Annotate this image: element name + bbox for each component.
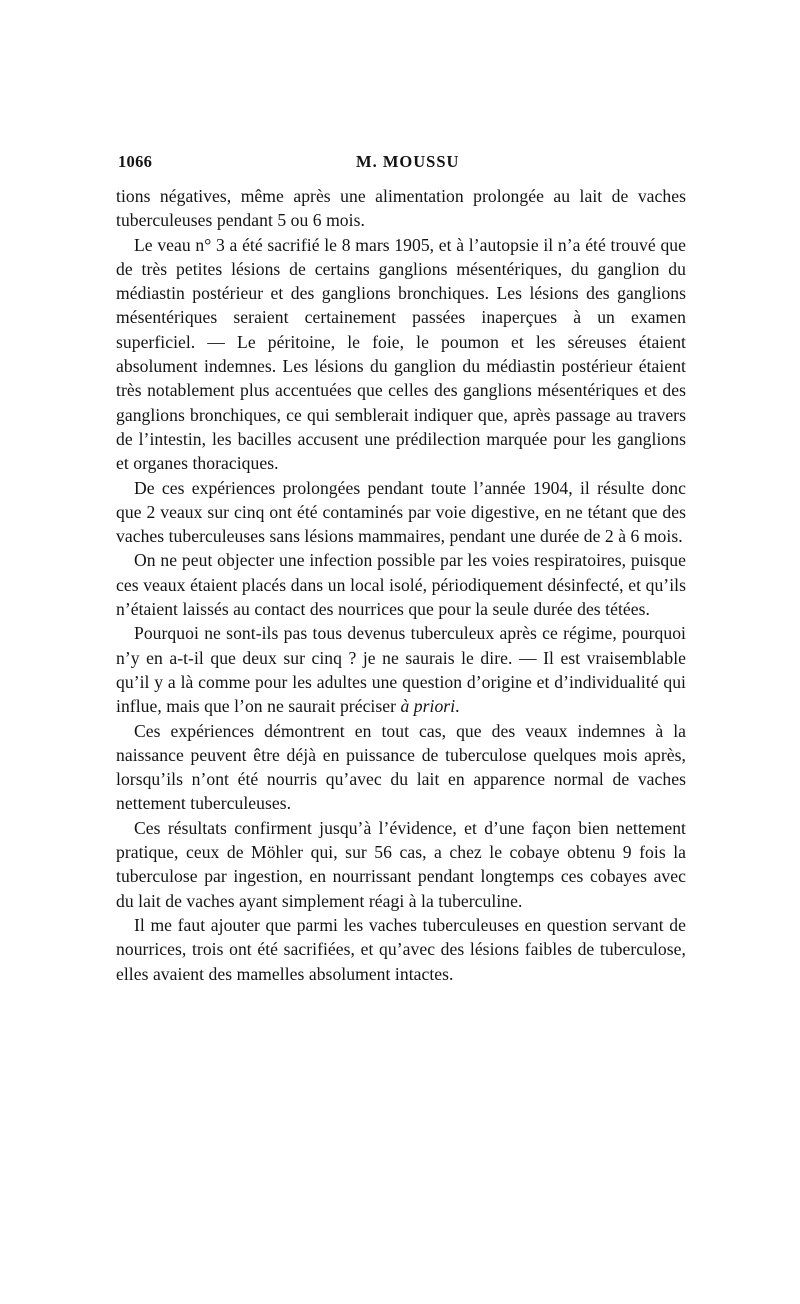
paragraph-continued: tions négatives, même après une alimentation prolongée au lait de vaches tuberculeuses pendant 5 ou 6 mois. xyxy=(116,186,686,231)
paragraph-pourquoi xyxy=(116,621,686,718)
italic-a-priori: à priori xyxy=(400,696,456,717)
running-head-author: M. MOUSSU xyxy=(356,152,460,171)
paragraph-demonstration: Ces expériences démontrent en tout cas, que des veaux indemnes à la naissance peuvent être déjà en puissance de tuberculose quelques mois après, lorsqu’ils n’ont été nourris qu’avec du lait en apparence normal de vaches nettement tuberculeuses. xyxy=(116,720,686,814)
running-head xyxy=(116,152,686,178)
paragraph-vaches-sacrifiees: Il me faut ajouter que parmi les vaches tuberculeuses en question servant de nourrices, trois ont été sacrifiées, et qu’avec des lésions faibles de tuberculose, elles avaient des mamelles absolument intactes. xyxy=(116,914,686,984)
paragraph-pourquoi-text: Pourquoi ne sont-ils pas tous devenus tuberculeux après ce régime, pourquoi n’y en a-t-il que deux sur cinq ? je ne saurais le dire. — Il est vraisemblable qu’il y a là comme pour les adultes une question d’origine et d’individualité qui influe, mais que l’on ne saurait préciser xyxy=(116,623,686,717)
paragraph-experiences-1904: De ces expériences prolongées pendant toute l’année 1904, il résulte donc que 2 veaux sur cinq ont été contaminés par voie digestive, en ne tétant que des vaches tuberculeuses sans lésions mammaires, pendant une durée de 2 à 6 mois. xyxy=(116,477,686,547)
document-page xyxy=(116,152,686,986)
page-number: 1066 xyxy=(118,152,153,171)
body-text xyxy=(116,184,686,986)
paragraph-autopsy-veau-3: Le veau n° 3 a été sacrifié le 8 mars 1905, et à l’autopsie il n’a été trouvé que de très petites lésions de certains ganglions mésentériques, du ganglion du médiastin postérieur et des ganglions bronchiques. Les lésions des ganglions mésentériques seraient certainement passées inaperçues à un examen superficiel. — Le péritoine, le foie, le poumon et les séreuses étaient absolument indemnes. Les lésions du ganglion du médiastin postérieur étaient très notablement plus accentuées que celles des ganglions mésentériques et des ganglions bronchiques, ce qui semblerait indiquer que, après passage au travers de l’intestin, les bacilles accusent une prédilection marquée pour les ganglions et organes thoraciques. xyxy=(116,234,686,474)
paragraph-objection-respiratoire: On ne peut objecter une infection possible par les voies respiratoires, puisque ces veaux étaient placés dans un local isolé, périodiquement désinfecté, et qu’ils n’étaient laissés au contact des nourrices que pour la seule durée des tétées. xyxy=(116,550,686,620)
paragraph-pourquoi-end: . xyxy=(455,696,460,717)
paragraph-mohler: Ces résultats confirment jusqu’à l’évidence, et d’une façon bien nettement pratique, ceux de Möhler qui, sur 56 cas, a chez le cobaye obtenu 9 fois la tuberculose par ingestion, en nourrissant pendant longtemps ces cobayes avec du lait de vaches ayant simplement réagi à la tuberculine. xyxy=(116,817,686,911)
